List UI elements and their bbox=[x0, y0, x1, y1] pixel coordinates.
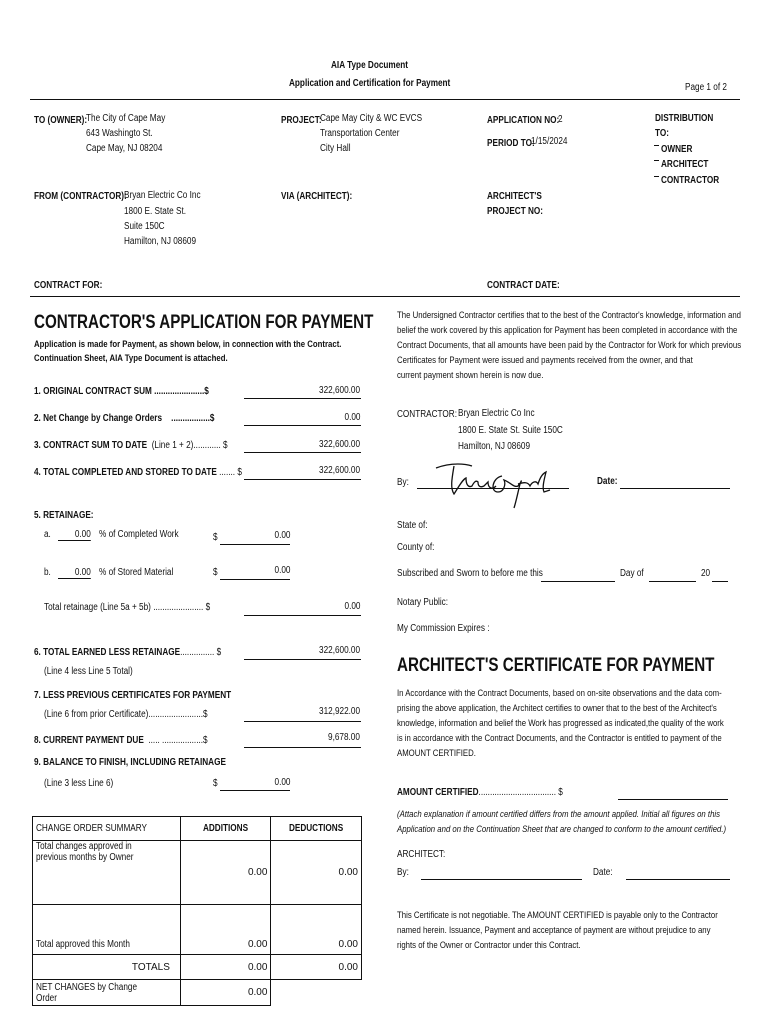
ret-a-percent[interactable]: 0.00 bbox=[58, 529, 91, 541]
line2-value: 0.00 bbox=[344, 412, 360, 423]
line3-label: 3. CONTRACT SUM TO DATE (Line 1 + 2)............ $ bbox=[34, 440, 228, 451]
project-line-3: City Hall bbox=[320, 143, 351, 154]
co-additions-header: ADDITIONS bbox=[180, 817, 271, 841]
contractor-line-1: Bryan Electric Co Inc bbox=[124, 190, 201, 201]
project-line-1: Cape May City & WC EVCS bbox=[320, 113, 423, 124]
distribution-architect-checkbox[interactable] bbox=[654, 160, 659, 161]
cert-contractor-line-2: 1800 E. State St. Suite 150C bbox=[458, 425, 563, 436]
line7-value: 312,922.00 bbox=[318, 706, 360, 717]
application-title: CONTRACTOR'S APPLICATION FOR PAYMENT bbox=[34, 312, 374, 333]
ret-a-currency: $ bbox=[213, 532, 218, 543]
header-divider bbox=[30, 99, 740, 100]
architect-label: ARCHITECT: bbox=[397, 849, 446, 860]
co-totals-deductions: 0.00 bbox=[271, 955, 362, 980]
application-intro-2: Continuation Sheet, AIA Type Document is attached. bbox=[34, 353, 228, 364]
line4-label: 4. TOTAL COMPLETED AND STORED TO DATE ....... $ bbox=[34, 467, 242, 478]
distribution-architect: ARCHITECT bbox=[661, 159, 709, 170]
doc-type: AIA Type Document bbox=[331, 60, 409, 71]
attach-note-2: Application and on the Continuation Sheet that are changed to conform to the amount certified.) bbox=[397, 824, 727, 835]
ret-b-prefix: b. bbox=[44, 567, 51, 578]
line3-underline bbox=[244, 452, 361, 453]
page-number: Page 1 of 2 bbox=[685, 82, 727, 93]
owner-line-2: 643 Washingto St. bbox=[86, 128, 153, 139]
cert-contractor-line-3: Hamilton, NJ 08609 bbox=[458, 441, 531, 452]
day-of-label: Day of bbox=[620, 568, 644, 579]
county-label: County of: bbox=[397, 542, 435, 553]
line7-underline bbox=[244, 721, 361, 722]
co-net-label: NET CHANGES by Change Order bbox=[33, 980, 181, 1006]
line9-currency: $ bbox=[213, 778, 218, 789]
contractor-line-3: Suite 150C bbox=[124, 221, 165, 232]
state-label: State of: bbox=[397, 520, 428, 531]
doc-title: Application and Certification for Payment bbox=[289, 78, 451, 89]
co-net-empty bbox=[271, 980, 362, 1006]
line1-value: 322,600.00 bbox=[318, 385, 360, 396]
line4-value: 322,600.00 bbox=[318, 465, 360, 476]
ret-b-percent[interactable]: 0.00 bbox=[58, 567, 91, 579]
architect-cert-text-4: is in accordance with the Contract Documents, and the Contractor is entitled to payment of the bbox=[397, 733, 722, 744]
application-intro-1: Application is made for Payment, as shown below, in connection with the Contract. bbox=[34, 339, 342, 350]
cert-by-label: By: bbox=[397, 477, 409, 488]
line1-underline bbox=[244, 398, 361, 399]
cert-text-4: Certificates for Payment were issued and payments received from the owner, and that bbox=[397, 355, 693, 366]
ret-a-prefix: a. bbox=[44, 529, 51, 540]
line7-label: 7. LESS PREVIOUS CERTIFICATES FOR PAYMENT bbox=[34, 690, 232, 701]
total-retainage-label: Total retainage (Line 5a + 5b) ...................... $ bbox=[44, 602, 211, 613]
distribution-label-2: TO: bbox=[655, 128, 669, 139]
co-month-deductions: 0.00 bbox=[271, 905, 362, 955]
co-totals-additions: 0.00 bbox=[180, 955, 271, 980]
owner-line-1: The City of Cape May bbox=[86, 113, 166, 124]
commission-label: My Commission Expires : bbox=[397, 623, 490, 634]
architect-by-label: By: bbox=[397, 867, 409, 878]
change-order-table bbox=[32, 816, 362, 1006]
ret-b-text: % of Stored Material bbox=[99, 567, 174, 578]
architect-by-line[interactable] bbox=[421, 879, 582, 880]
cert-date-label: Date: bbox=[597, 476, 618, 487]
ret-b-value: 0.00 bbox=[274, 565, 290, 576]
cert-contractor-label: CONTRACTOR: bbox=[397, 409, 457, 420]
co-deductions-header: DEDUCTIONS bbox=[271, 817, 362, 841]
sworn-label: Subscribed and Sworn to before me this bbox=[397, 568, 543, 579]
line8-underline bbox=[244, 747, 361, 748]
cert-text-3: Contract Documents, that all amounts have been paid by the Contractor for Work for which previous bbox=[397, 340, 742, 351]
cert-text-5: current payment shown herein is now due. bbox=[397, 370, 544, 381]
period-value: 1/15/2024 bbox=[531, 136, 568, 147]
architect-cert-text-1: In Accordance with the Contract Documents, based on on-site observations and the data com- bbox=[397, 688, 722, 699]
co-prev-label: Total changes approved in previous months by Owner bbox=[33, 841, 181, 905]
contractor-line-4: Hamilton, NJ 08609 bbox=[124, 236, 197, 247]
line8-label: 8. CURRENT PAYMENT DUE ..... ..................$ bbox=[34, 735, 208, 746]
co-prev-deductions: 0.00 bbox=[271, 841, 362, 905]
line1-label: 1. ORIGINAL CONTRACT SUM ......................$ bbox=[34, 386, 209, 397]
line4-underline bbox=[244, 479, 361, 480]
cert-text-1: The Undersigned Contractor certifies that to the best of the Contractor's knowledge, information and bbox=[397, 310, 742, 321]
owner-label: TO (OWNER): bbox=[34, 115, 88, 126]
sworn-month-line[interactable] bbox=[649, 581, 696, 582]
distribution-label-1: DISTRIBUTION bbox=[655, 113, 714, 124]
application-no-label: APPLICATION NO: bbox=[487, 115, 560, 126]
line6-value: 322,600.00 bbox=[318, 645, 360, 656]
distribution-owner-checkbox[interactable] bbox=[654, 145, 659, 146]
line7-sub: (Line 6 from prior Certificate)........................$ bbox=[44, 709, 208, 720]
notice-2: named herein. Issuance, Payment and acceptance of payment are without prejudice to any bbox=[397, 925, 711, 936]
contract-for-label: CONTRACT FOR: bbox=[34, 280, 103, 291]
line2-underline bbox=[244, 425, 361, 426]
architect-date-line[interactable] bbox=[626, 879, 730, 880]
contractor-line-2: 1800 E. State St. bbox=[124, 206, 186, 217]
architect-project-label-2: PROJECT NO: bbox=[487, 206, 544, 217]
cert-date-line[interactable] bbox=[620, 488, 730, 489]
notary-label: Notary Public: bbox=[397, 597, 449, 608]
notice-1: This Certificate is not negotiable. The AMOUNT CERTIFIED is payable only to the Contractor bbox=[397, 910, 718, 921]
line9-value: 0.00 bbox=[274, 777, 290, 788]
ret-a-underline bbox=[220, 544, 290, 545]
architect-project-label-1: ARCHITECT'S bbox=[487, 191, 542, 202]
architect-cert-text-5: AMOUNT CERTIFIED. bbox=[397, 748, 476, 759]
year-prefix: 20 bbox=[701, 568, 711, 579]
total-retainage-underline bbox=[244, 615, 361, 616]
period-label: PERIOD TO: bbox=[487, 138, 535, 149]
total-retainage-value: 0.00 bbox=[344, 601, 360, 612]
line6-label: 6. TOTAL EARNED LESS RETAINAGE............... $ bbox=[34, 647, 222, 658]
section-divider bbox=[30, 296, 740, 297]
co-net-value: 0.00 bbox=[180, 980, 271, 1006]
architect-cert-title: ARCHITECT'S CERTIFICATE FOR PAYMENT bbox=[397, 655, 715, 676]
cert-text-2: belief the work covered by this application for Payment has been completed in accordance with the bbox=[397, 325, 738, 336]
contract-date-label: CONTRACT DATE: bbox=[487, 280, 560, 291]
project-label: PROJECT: bbox=[281, 115, 322, 126]
line9-underline bbox=[220, 790, 290, 791]
sworn-year-line[interactable] bbox=[712, 581, 728, 582]
line2-label: 2. Net Change by Change Orders .................$ bbox=[34, 413, 215, 424]
co-month-label: Total approved this Month bbox=[33, 905, 181, 955]
distribution-contractor-checkbox[interactable] bbox=[654, 176, 659, 177]
co-month-additions: 0.00 bbox=[180, 905, 271, 955]
amount-certified-label: AMOUNT CERTIFIED.................................. $ bbox=[397, 787, 563, 798]
co-totals-label: TOTALS bbox=[33, 955, 181, 980]
ret-b-underline bbox=[220, 579, 290, 580]
line6-sub: (Line 4 less Line 5 Total) bbox=[44, 666, 133, 677]
ret-a-text: % of Completed Work bbox=[99, 529, 179, 540]
ret-b-currency: $ bbox=[213, 567, 218, 578]
owner-line-3: Cape May, NJ 08204 bbox=[86, 143, 163, 154]
architect-cert-text-2: prising the above application, the Architect certifies to owner that to the best of the Architect's bbox=[397, 703, 717, 714]
architect-date-label: Date: bbox=[593, 867, 613, 878]
amount-certified-line[interactable] bbox=[618, 799, 728, 800]
co-title: CHANGE ORDER SUMMARY bbox=[33, 817, 181, 841]
notice-3: rights of the Owner or Contractor under this Contract. bbox=[397, 940, 581, 951]
retainage-label: 5. RETAINAGE: bbox=[34, 510, 94, 521]
attach-note-1: (Attach explanation if amount certified differs from the amount applied. Initial all figures on this bbox=[397, 809, 721, 820]
contractor-signature bbox=[432, 458, 556, 510]
ret-a-value: 0.00 bbox=[274, 530, 290, 541]
sworn-day-line[interactable] bbox=[541, 581, 615, 582]
via-architect-label: VIA (ARCHITECT): bbox=[281, 191, 353, 202]
cert-contractor-line-1: Bryan Electric Co Inc bbox=[458, 408, 535, 419]
distribution-contractor: CONTRACTOR bbox=[661, 175, 720, 186]
application-no-value: 2 bbox=[558, 114, 563, 125]
project-line-2: Transportation Center bbox=[320, 128, 400, 139]
line8-value: 9,678.00 bbox=[328, 732, 360, 743]
line9-label: 9. BALANCE TO FINISH, INCLUDING RETAINAGE bbox=[34, 757, 226, 768]
contractor-label: FROM (CONTRACTOR): bbox=[34, 191, 127, 202]
distribution-owner: OWNER bbox=[661, 144, 693, 155]
line9-sub: (Line 3 less Line 6) bbox=[44, 778, 114, 789]
co-prev-additions: 0.00 bbox=[180, 841, 271, 905]
line6-underline bbox=[244, 659, 361, 660]
line3-value: 322,600.00 bbox=[318, 439, 360, 450]
architect-cert-text-3: knowledge, information and belief the Work has progressed as indicated,the quality of the work bbox=[397, 718, 724, 729]
